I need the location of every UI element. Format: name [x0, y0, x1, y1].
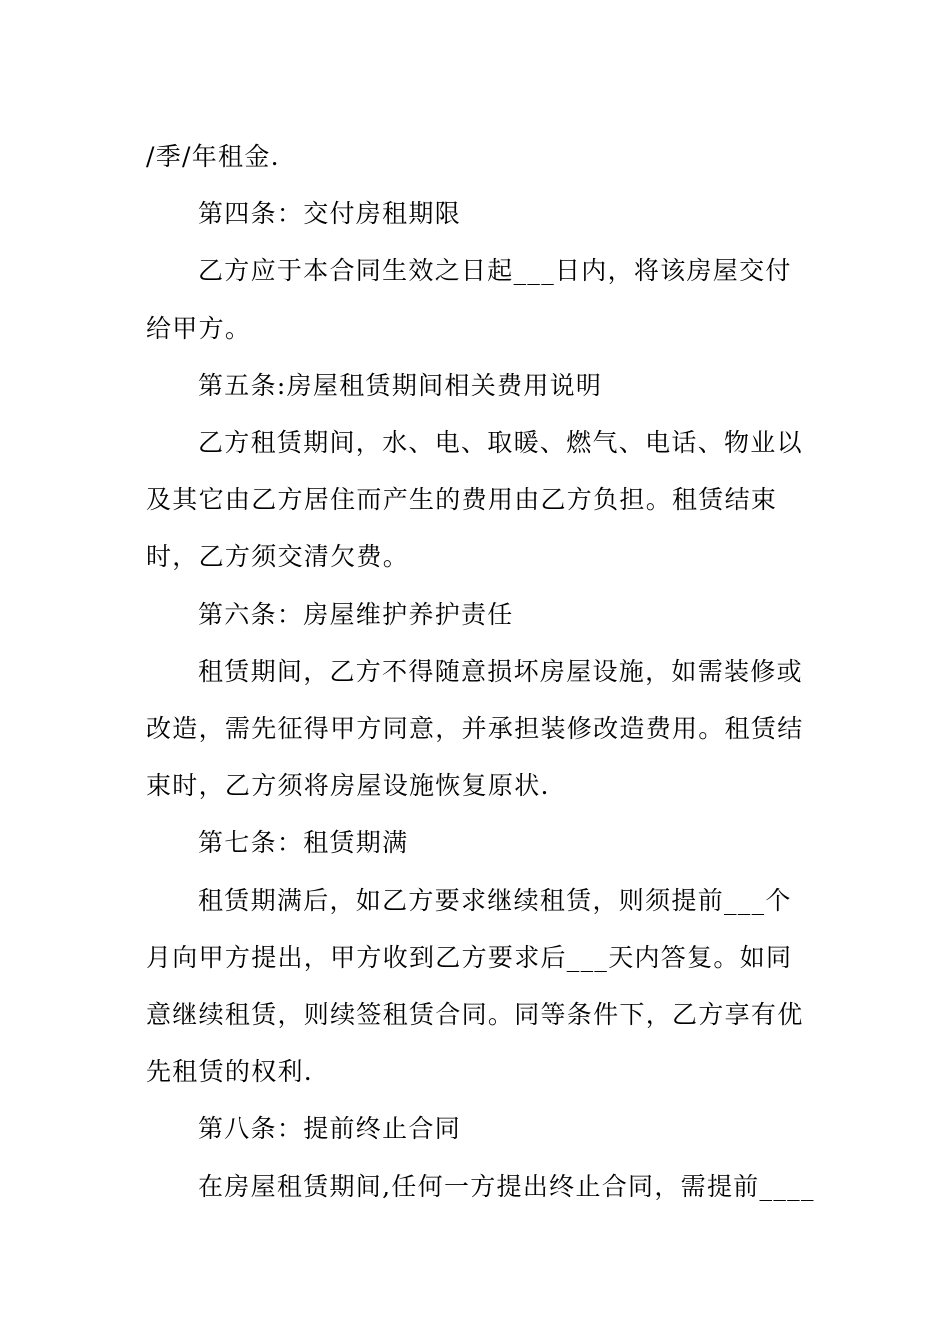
article-7-body: 租赁期满后，如乙方要求继续租赁，则须提前___个月向甲方提出，甲方收到乙方要求后___天内答复。如同意继续租赁，则续签租赁合同。同等条件下，乙方享有优先租赁的权利.	[146, 885, 804, 1087]
article-7-heading: 第七条：租赁期满	[198, 828, 409, 858]
article-6-body: 租赁期间，乙方不得随意损坏房屋设施，如需装修或改造，需先征得甲方同意，并承担装修改造费用。租赁结束时，乙方须将房屋设施恢复原状.	[146, 656, 804, 801]
paragraph-continuation: /季/年租金.	[146, 142, 280, 171]
article-8-body: 在房屋租赁期间,任何一方提出终止合同，需提前____	[198, 1171, 815, 1201]
article-4-body: 乙方应于本合同生效之日起___日内，将该房屋交付给甲方。	[146, 256, 792, 343]
article-5-body: 乙方租赁期间，水、电、取暖、燃气、电话、物业以及其它由乙方居住而产生的费用由乙方负担。租赁结束时，乙方须交清欠费。	[146, 428, 803, 572]
contract-text	[146, 128, 816, 1215]
article-8-heading: 第八条：提前终止合同	[198, 1114, 462, 1144]
article-4-heading: 第四条：交付房租期限	[198, 199, 462, 229]
article-6-heading: 第六条：房屋维护养护责任	[198, 599, 514, 629]
article-5-heading: 第五条:房屋租赁期间相关费用说明	[198, 370, 603, 400]
